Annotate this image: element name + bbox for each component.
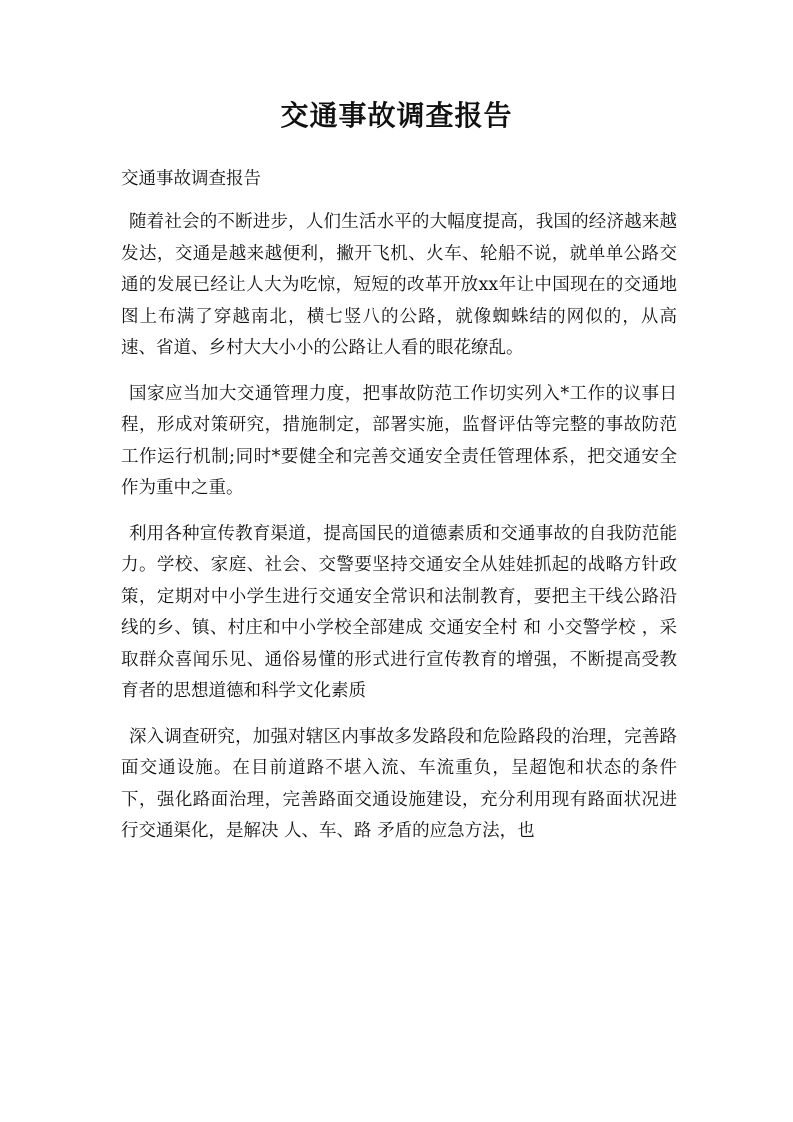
document-title: 交通事故调查报告 <box>280 99 513 132</box>
paragraph: 国家应当加大交通管理力度，把事故防范工作切实列入*工作的议事日程，形成对策研究，措施制定，部署实施，监督评估等完整的事故防范工作运行机制;同时*要健全和完善交通安全责任管理体系，把交通安全作为重中之重。 <box>121 383 677 498</box>
document-body <box>121 207 677 862</box>
paragraph: 利用各种宣传教育渠道，提高国民的道德素质和交通事故的自我防范能力。学校、家庭、社会、交警要坚持交通安全从娃娃抓起的战略方针政策，定期对中小学生进行交通安全常识和法制教育，要把主干线公路沿线的乡、镇、村庄和中小学校全部建成 交通安全村 和 小交警学校 ，采取群众喜闻乐见、通俗易懂的形式进行宣传教育的增强，不断提高受教育者的思想道德和科学文化素质 <box>121 523 677 701</box>
paragraph: 深入调查研究，加强对辖区内事故多发路段和危险路段的治理，完善路面交通设施。在目前道路不堪入流、车流重负，呈超饱和状态的条件下，强化路面治理，完善路面交通设施建设，充分利用现有路面状况进行交通渠化，是解决 人、车、路 矛盾的应急方法，也 <box>121 726 677 841</box>
document-subtitle: 交通事故调查报告 <box>121 169 261 189</box>
paragraph: 随着社会的不断进步，人们生活水平的大幅度提高，我国的经济越来越发达，交通是越来越便利，撇开飞机、火车、轮船不说，就单单公路交通的发展已经让人大为吃惊，短短的改革开放xx年让中国现在的交通地图上布满了穿越南北，横七竖八的公路，就像蜘蛛结的网似的，从高速、省道、乡村大大小小的公路让人看的眼花缭乱。 <box>121 212 677 358</box>
